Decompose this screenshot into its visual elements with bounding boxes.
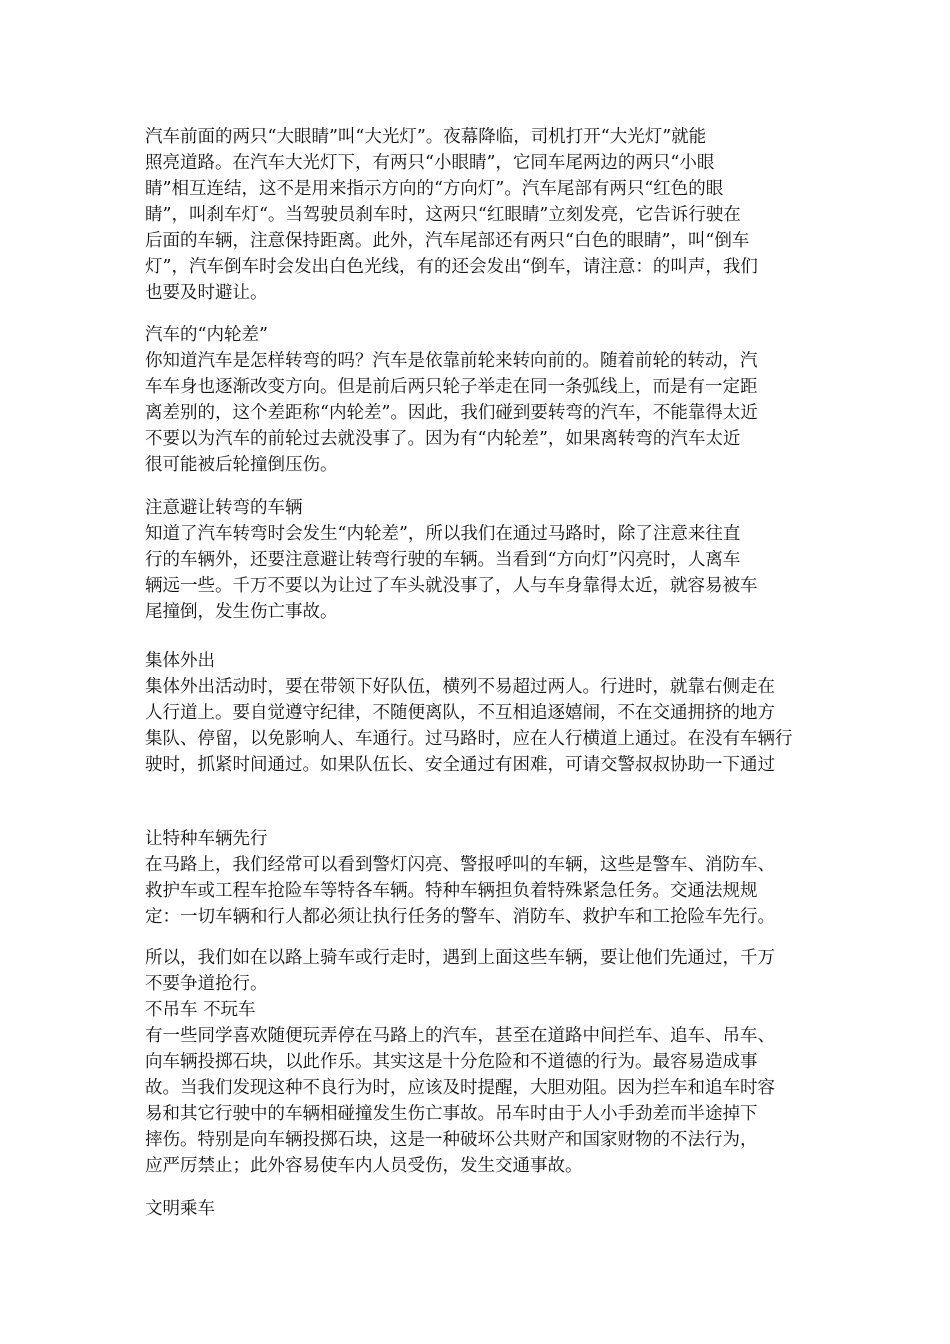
section-heading: 注意避让转弯的车辆 [145, 498, 303, 518]
text-line: 你知道汽车是怎样转弯的吗？汽车是依靠前轮来转向前的。随着前轮的转动，汽 [145, 351, 758, 371]
text-line: 在马路上，我们经常可以看到警灯闪亮、警报呼叫的车辆，这些是警车、消防车、 [145, 855, 775, 875]
text-line: 知道了汽车转弯时会发生“内轮差”，所以我们在通过马路时，除了注意来往直 [145, 524, 741, 544]
text-line: 离差别的，这个差距称“内轮差”。因此，我们碰到要转弯的汽车，不能靠得太近 [145, 403, 758, 423]
text-line: 车车身也逐渐改变方向。但是前后两只轮子举走在同一条弧线上，而是有一定距 [145, 377, 758, 397]
text-line: 驶时，抓紧时间通过。如果队伍长、安全通过有困难，可请交警叔叔协助一下通过 [145, 755, 775, 775]
text-line: 向车辆投掷石块，以此作乐。其实这是十分危险和不道德的行为。最容易造成事 [145, 1052, 758, 1072]
text-line: 不要以为汽车的前轮过去就没事了。因为有“内轮差”，如果离转弯的汽车太近 [145, 429, 741, 449]
text-line: 照亮道路。在汽车大光灯下，有两只“小眼睛”，它同车尾两边的两只“小眼 [145, 153, 715, 173]
section-heading: 让特种车辆先行 [145, 829, 268, 849]
section-heading: 不吊车 不玩车 [145, 1000, 256, 1020]
text-line: 汽车前面的两只“大眼睛”叫“大光灯”。夜幕降临，司机打开“大光灯”就能 [145, 127, 707, 147]
text-line: 后面的车辆，注意保持距离。此外，汽车尾部还有两只“白色的眼睛”，叫“倒车 [145, 231, 750, 251]
text-line: 很可能被后轮撞倒压伤。 [145, 455, 338, 475]
text-line: 睛”相互连结，这不是用来指示方向的“方向灯”。汽车尾部有两只“红色的眼 [145, 179, 724, 199]
text-line: 行的车辆外，还要注意避让转弯行驶的车辆。当看到“方向灯”闪亮时，人离车 [145, 550, 741, 570]
text-line: 应严厉禁止；此外容易使车内人员受伤，发生交通事故。 [145, 1156, 583, 1176]
section-heading: 集体外出 [145, 651, 215, 671]
text-line: 灯”，汽车倒车时会发出白色光线，有的还会发出“倒车，请注意：的叫声，我们 [145, 257, 758, 277]
text-line: 有一些同学喜欢随便玩弄停在马路上的汽车，甚至在道路中间拦车、追车、吊车、 [145, 1026, 775, 1046]
text-line: 易和其它行驶中的车辆相碰撞发生伤亡事故。吊车时由于人小手劲差而半途掉下 [145, 1104, 758, 1124]
text-line: 不要争道抢行。 [145, 974, 268, 994]
text-line: 故。当我们发现这种不良行为时，应该及时提醒，大胆劝阻。因为拦车和追车时容 [145, 1078, 775, 1098]
text-line: 救护车或工程车抢险车等特各车辆。特种车辆担负着特殊紧急任务。交通法规规 [145, 881, 758, 901]
text-line: 尾撞倒，发生伤亡事故。 [145, 602, 338, 622]
text-line: 辆远一些。千万不要以为让过了车头就没事了，人与车身靠得太近，就容易被车 [145, 576, 758, 596]
text-line: 人行道上。要自觉遵守纪律，不随便离队，不互相追逐嬉闹，不在交通拥挤的地方 [145, 703, 775, 723]
text-line: 摔伤。特别是向车辆投掷石块，这是一种破坏公共财产和国家财物的不法行为， [145, 1130, 758, 1150]
text-line: 定：一切车辆和行人都必须让执行任务的警车、消防车、救护车和工抢险车先行。 [145, 907, 775, 927]
section-heading: 汽车的“内轮差” [145, 325, 268, 345]
text-line: 所以，我们如在以路上骑车或行走时，遇到上面这些车辆，要让他们先通过，千万 [145, 948, 775, 968]
text-line: 集体外出活动时，要在带领下好队伍，横列不易超过两人。行进时，就靠右侧走在 [145, 677, 775, 697]
section-heading: 文明乘车 [145, 1199, 215, 1219]
text-line: 集队、停留，以免影响人、车通行。过马路时，应在人行横道上通过。在没有车辆行 [145, 729, 793, 749]
text-line: 也要及时避让。 [145, 283, 268, 303]
text-line: 睛”，叫刹车灯“。当驾驶员刹车时，这两只“红眼睛”立刻发亮，它告诉行驶在 [145, 205, 741, 225]
